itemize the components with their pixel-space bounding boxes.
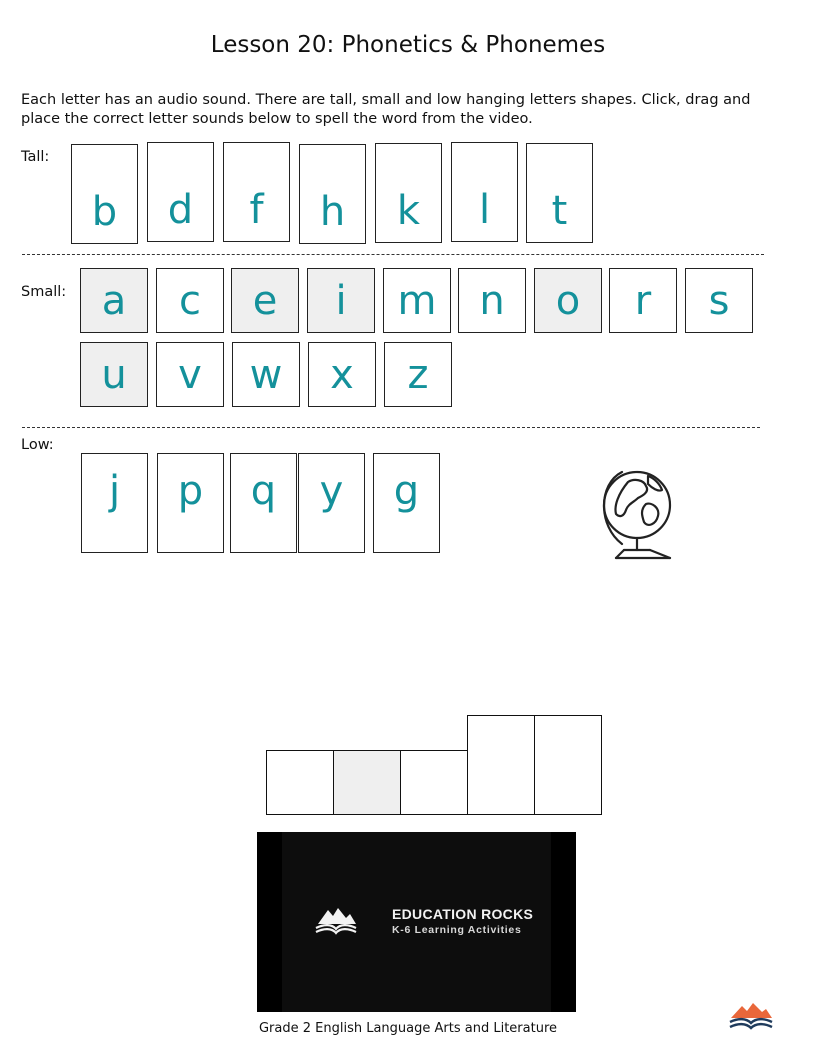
- letter-tile-m[interactable]: m: [383, 268, 451, 333]
- letter-tile-o[interactable]: o: [534, 268, 602, 333]
- instructions-text: Each letter has an audio sound. There are tall, small and low hanging letters shapes. Click, drag and place the correct letter sounds below to spell the word from the video.: [21, 92, 751, 127]
- letter-tile-l[interactable]: l: [451, 142, 518, 242]
- letter-tile-t[interactable]: t: [526, 143, 593, 243]
- letter-tile-g[interactable]: g: [373, 453, 440, 553]
- mountain-logo-icon: [728, 1000, 774, 1032]
- footer-text: Grade 2 English Language Arts and Literature: [258, 1021, 558, 1036]
- section-divider: [22, 427, 760, 428]
- letter-tile-p[interactable]: p: [157, 453, 224, 553]
- letter-tile-v[interactable]: v: [156, 342, 224, 407]
- page-title: Lesson 20: Phonetics & Phonemes: [210, 32, 606, 58]
- letter-tile-x[interactable]: x: [308, 342, 376, 407]
- letter-tile-q[interactable]: q: [230, 453, 297, 553]
- globe-icon: [594, 458, 684, 564]
- small-label: Small:: [21, 284, 67, 300]
- letter-tile-c[interactable]: c: [156, 268, 224, 333]
- answer-slot-1[interactable]: [266, 750, 334, 815]
- letter-tile-d[interactable]: d: [147, 142, 214, 242]
- letter-tile-w[interactable]: w: [232, 342, 300, 407]
- letter-tile-y[interactable]: y: [298, 453, 365, 553]
- answer-slot-2-vowel[interactable]: [333, 750, 401, 815]
- letter-tile-e[interactable]: e: [231, 268, 299, 333]
- video-brand-tagline: K-6 Learning Activities: [392, 924, 522, 936]
- letter-tile-f[interactable]: f: [223, 142, 290, 242]
- video-frame: [282, 832, 551, 1012]
- answer-slot-4-tall[interactable]: [467, 715, 535, 815]
- letter-tile-h[interactable]: h: [299, 144, 366, 244]
- section-divider: [22, 254, 764, 255]
- letter-tile-i[interactable]: i: [307, 268, 375, 333]
- answer-slot-5-tall[interactable]: [534, 715, 602, 815]
- answer-slot-3[interactable]: [400, 750, 468, 815]
- letter-tile-b[interactable]: b: [71, 144, 138, 244]
- tall-label: Tall:: [21, 149, 50, 165]
- low-label: Low:: [21, 437, 54, 453]
- letter-tile-j[interactable]: j: [81, 453, 148, 553]
- letter-tile-s[interactable]: s: [685, 268, 753, 333]
- letter-tile-r[interactable]: r: [609, 268, 677, 333]
- letter-tile-z[interactable]: z: [384, 342, 452, 407]
- letter-tile-a[interactable]: a: [80, 268, 148, 333]
- letter-tile-u[interactable]: u: [80, 342, 148, 407]
- letter-tile-k[interactable]: k: [375, 143, 442, 243]
- education-rocks-logo-icon: [312, 904, 360, 936]
- lesson-video[interactable]: [257, 832, 576, 1012]
- letter-tile-n[interactable]: n: [458, 268, 526, 333]
- video-brand-name: EDUCATION ROCKS: [392, 906, 534, 922]
